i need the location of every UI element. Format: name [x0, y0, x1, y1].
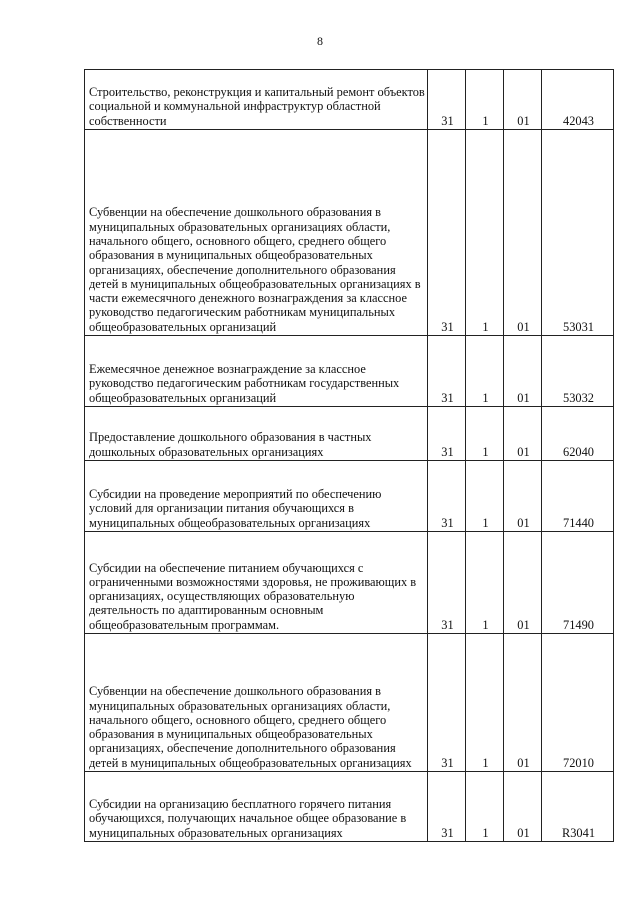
row-name-cell: Субсидии на проведение мероприятий по обеспечению условий для организации питания обучающихся в муниципальных общеобразовательных организациях	[85, 461, 428, 532]
row-code-2-cell: 1	[466, 772, 504, 842]
row-name-cell: Предоставление дошкольного образования в частных дошкольных образовательных организациях	[85, 407, 428, 461]
row-code-1-cell: 31	[428, 130, 466, 336]
row-code-1-cell: 31	[428, 407, 466, 461]
row-code-3-cell: 01	[504, 461, 542, 532]
row-code-4-cell: 53032	[542, 336, 614, 407]
table-row	[85, 461, 614, 532]
row-code-4-cell: 42043	[542, 70, 614, 130]
row-code-2-cell: 1	[466, 130, 504, 336]
row-code-3-cell: 01	[504, 336, 542, 407]
row-code-4-cell: 53031	[542, 130, 614, 336]
row-code-1-cell: 31	[428, 772, 466, 842]
page-number: 8	[317, 34, 323, 48]
row-code-4-cell: 71440	[542, 461, 614, 532]
table-row	[85, 130, 614, 336]
row-code-2-cell: 1	[466, 532, 504, 634]
row-code-2-cell: 1	[466, 70, 504, 130]
row-code-1-cell: 31	[428, 461, 466, 532]
row-code-4-cell: 72010	[542, 634, 614, 772]
row-code-4-cell: 71490	[542, 532, 614, 634]
row-name-cell: Субвенции на обеспечение дошкольного образования в муниципальных образовательных организациях области, начального общего, основного общего, среднего общего образования в муниципальных общеобразовательных организациях, обеспечение дополнительного образования детей в муниципальных общеобразовательных организациях в части ежемесячного денежного вознаграждения за классное руководство педагогическим работникам муниципальных общеобразовательных организаций	[85, 130, 428, 336]
table-row	[85, 634, 614, 772]
row-code-1-cell: 31	[428, 336, 466, 407]
budget-table	[84, 69, 614, 842]
row-code-4-cell: 62040	[542, 407, 614, 461]
table-row	[85, 70, 614, 130]
table-row	[85, 336, 614, 407]
row-name-cell: Субвенции на обеспечение дошкольного образования в муниципальных образовательных организациях области, начального общего, основного общего, среднего общего образования в муниципальных общеобразовательных организациях, обеспечение дополнительного образования детей в муниципальных общеобразовательных организациях	[85, 634, 428, 772]
row-name-cell: Субсидии на обеспечение питанием обучающихся с ограниченными возможностями здоровья, не проживающих в организациях, осуществляющих образовательную деятельность по адаптированным основным общеобразовательным программам.	[85, 532, 428, 634]
row-code-2-cell: 1	[466, 461, 504, 532]
table-row	[85, 772, 614, 842]
row-code-1-cell: 31	[428, 70, 466, 130]
row-name-cell: Строительство, реконструкция и капитальный ремонт объектов социальной и коммунальной инфраструктур областной собственности	[85, 70, 428, 130]
row-code-1-cell: 31	[428, 532, 466, 634]
row-code-3-cell: 01	[504, 130, 542, 336]
row-code-2-cell: 1	[466, 336, 504, 407]
table-row	[85, 532, 614, 634]
row-code-3-cell: 01	[504, 70, 542, 130]
row-code-2-cell: 1	[466, 407, 504, 461]
row-code-3-cell: 01	[504, 634, 542, 772]
row-code-3-cell: 01	[504, 772, 542, 842]
row-code-4-cell: R3041	[542, 772, 614, 842]
row-code-1-cell: 31	[428, 634, 466, 772]
row-code-3-cell: 01	[504, 407, 542, 461]
row-code-3-cell: 01	[504, 532, 542, 634]
row-name-cell: Субсидии на организацию бесплатного горячего питания обучающихся, получающих начальное общее образование в муниципальных образовательных организациях	[85, 772, 428, 842]
table-row	[85, 407, 614, 461]
row-code-2-cell: 1	[466, 634, 504, 772]
row-name-cell: Ежемесячное денежное вознаграждение за классное руководство педагогическим работникам государственных общеобразовательных организаций	[85, 336, 428, 407]
